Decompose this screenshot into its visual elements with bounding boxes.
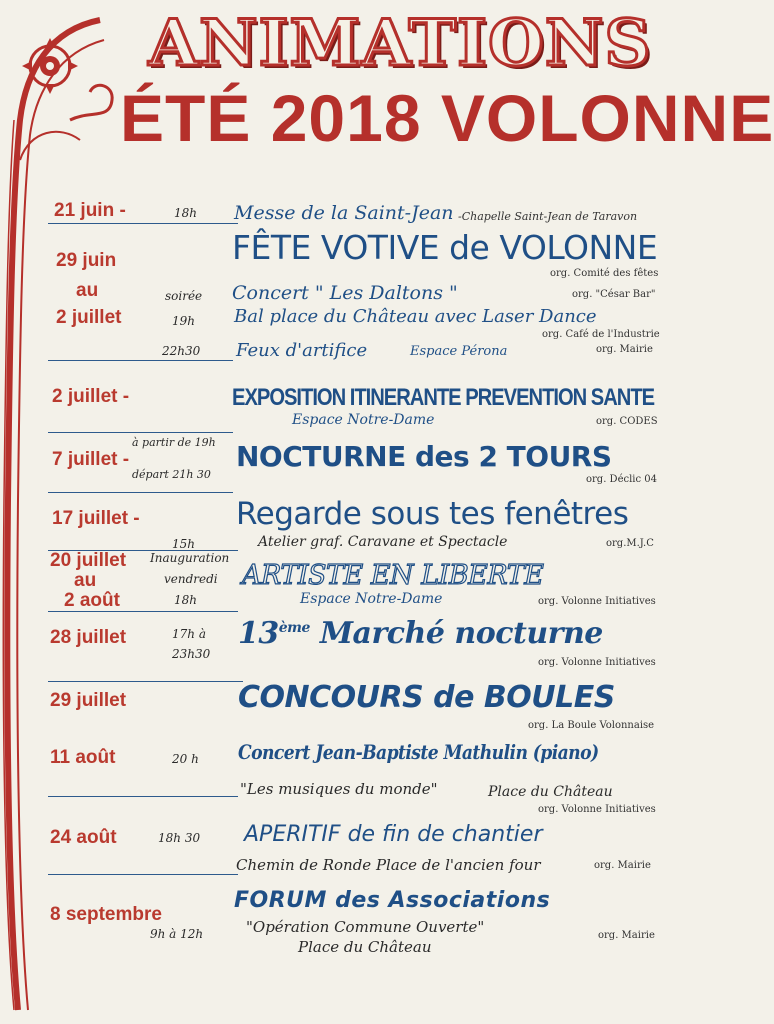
event-feux: Feux d'artifice xyxy=(236,340,368,361)
event-org: org. CODES xyxy=(596,416,658,427)
event-place: Espace Pérona xyxy=(410,344,508,359)
event-detail: Atelier graf. Caravane et Spectacle xyxy=(258,534,508,550)
event-time: 19h xyxy=(172,314,195,328)
event-time: 9h à 12h xyxy=(150,927,204,941)
event-time: à partir de 19h xyxy=(132,436,216,449)
event-date: 28 juillet xyxy=(50,627,127,648)
event-time: 18h 30 xyxy=(158,831,201,845)
event-place: -Chapelle Saint-Jean de Taravon xyxy=(458,210,638,223)
event-time: 17h à xyxy=(172,627,206,641)
event-org: org. Déclic 04 xyxy=(586,474,657,485)
divider xyxy=(48,681,243,682)
event-org: org. Mairie xyxy=(596,344,653,355)
event-subtitle: "Les musiques du monde" xyxy=(240,780,438,798)
event-org: org. Mairie xyxy=(594,860,651,871)
event-time: 18h xyxy=(174,206,197,220)
poster-subtitle: ÉTÉ 2018 VOLONNE xyxy=(120,81,774,155)
title-superscript: ème xyxy=(278,620,310,636)
title-rest: Marché nocturne xyxy=(309,616,603,651)
event-org: org. Comité des fêtes xyxy=(550,268,659,279)
event-org: org. Mairie xyxy=(598,930,655,941)
event-date: 7 juillet - xyxy=(52,449,130,470)
divider xyxy=(48,432,233,433)
event-date: 29 juillet xyxy=(50,690,127,711)
event-date: 21 juin - xyxy=(54,200,126,221)
event-date: 24 août xyxy=(50,827,117,848)
divider xyxy=(48,611,238,612)
event-title: APERITIF de fin de chantier xyxy=(244,822,543,847)
event-org: org. Volonne Initiatives xyxy=(538,657,656,668)
divider xyxy=(48,492,233,493)
event-title: EXPOSITION ITINERANTE PREVENTION SANTE xyxy=(232,384,655,411)
divider xyxy=(48,223,238,224)
event-title: Concert Jean-Baptiste Mathulin (piano) xyxy=(238,740,599,764)
event-time: Inauguration xyxy=(150,551,230,565)
event-date-start: 29 juin xyxy=(56,250,117,271)
event-date-au: au xyxy=(76,280,99,301)
event-time: 15h xyxy=(172,537,195,551)
event-time: 18h xyxy=(174,593,197,607)
poster-title: ANIMATIONS xyxy=(148,6,652,81)
divider xyxy=(48,874,238,875)
event-org: org.M.J.C xyxy=(606,538,654,549)
event-title: NOCTURNE des 2 TOURS xyxy=(236,440,612,473)
event-place: Espace Notre-Dame xyxy=(292,412,435,428)
event-time: soirée xyxy=(165,289,203,303)
event-concert: Concert " Les Daltons " xyxy=(232,282,458,304)
event-date-end: 2 juillet xyxy=(56,307,122,328)
event-time: vendredi xyxy=(164,572,218,586)
title-number: 13 xyxy=(238,616,279,651)
event-org: org. Volonne Initiatives xyxy=(538,804,656,815)
event-date-end: 2 août xyxy=(64,590,120,611)
event-org: org. Café de l'Industrie xyxy=(542,329,660,340)
event-title: Messe de la Saint-Jean xyxy=(234,202,454,224)
event-org: org. Volonne Initiatives xyxy=(538,596,656,607)
event-date: 8 septembre xyxy=(50,904,162,925)
event-date: 11 août xyxy=(50,747,116,768)
event-org: org. "César Bar" xyxy=(572,289,656,300)
event-date: 2 juillet - xyxy=(52,386,130,407)
event-time: 23h30 xyxy=(172,647,211,661)
event-title: FÊTE VOTIVE de VOLONNE xyxy=(232,228,658,267)
divider xyxy=(48,796,238,797)
event-time: 20 h xyxy=(172,752,199,766)
event-place: Place du Château xyxy=(298,938,432,956)
event-place: Espace Notre-Dame xyxy=(300,591,443,607)
event-bal: Bal place du Château avec Laser Dance xyxy=(234,306,597,327)
event-date: 17 juillet - xyxy=(52,508,140,529)
divider xyxy=(48,360,233,361)
event-title xyxy=(238,616,603,651)
event-time: départ 21h 30 xyxy=(132,468,211,481)
event-date-au: au xyxy=(74,570,97,591)
event-time: 22h30 xyxy=(162,344,201,358)
event-title: Regarde sous tes fenêtres xyxy=(236,496,629,532)
event-place: Chemin de Ronde Place de l'ancien four xyxy=(236,856,541,874)
event-date-start: 20 juillet xyxy=(50,550,127,571)
event-title: FORUM des Associations xyxy=(234,888,551,913)
event-place: Place du Château xyxy=(488,784,613,800)
event-title: CONCOURS de BOULES xyxy=(238,680,615,715)
event-org: org. La Boule Volonnaise xyxy=(528,720,655,731)
event-title: ARTISTE EN LIBERTE xyxy=(242,560,544,591)
event-subtitle: "Opération Commune Ouverte" xyxy=(246,918,485,936)
